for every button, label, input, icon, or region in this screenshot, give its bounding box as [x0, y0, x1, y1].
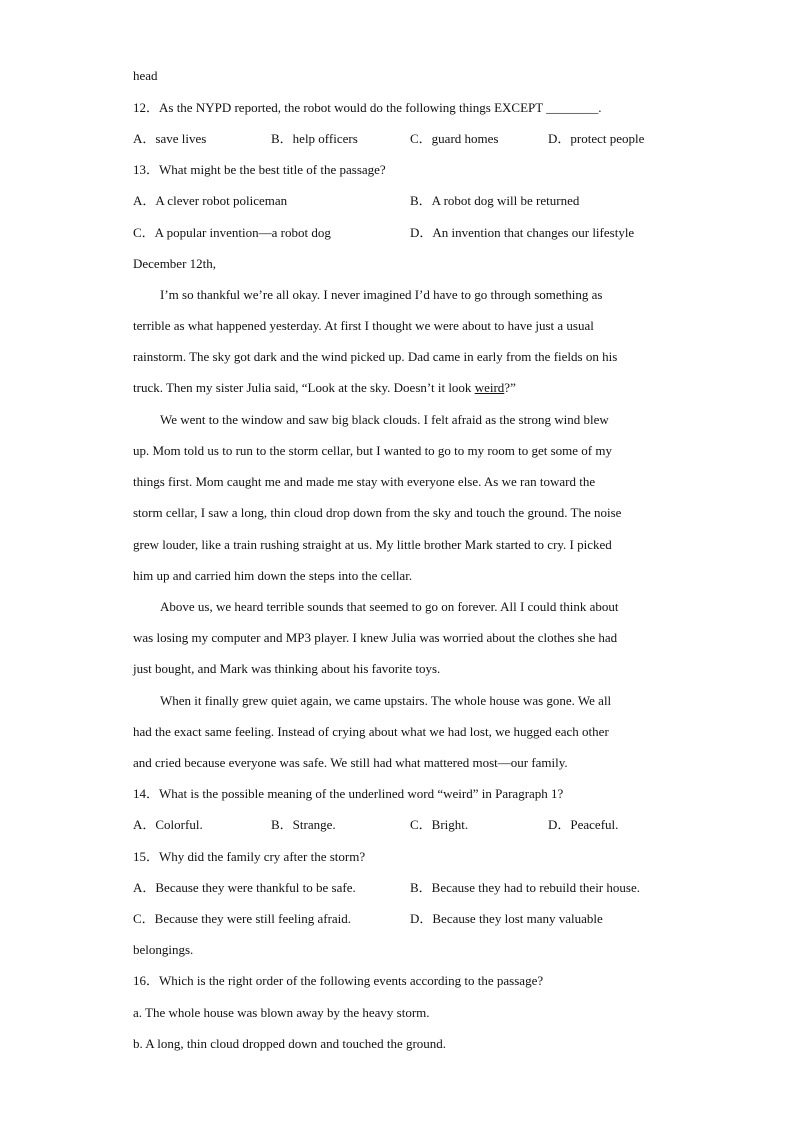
paragraph-1-line [133, 380, 516, 396]
q15-option-b: B．Because they had to rebuild their house. [410, 880, 640, 895]
q14-option-c: C．Bright. [410, 817, 469, 832]
paragraph-3-line: Above us, we heard terrible sounds that seemed to go on forever. All I could think about [160, 599, 619, 614]
paragraph-1-line: I’m so thankful we’re all okay. I never imagined I’d have to go through something as [160, 287, 603, 302]
question-14: 14．What is the possible meaning of the underlined word “weird” in Paragraph 1? [133, 786, 564, 801]
q15-option-a: A．Because they were thankful to be safe. [133, 880, 356, 895]
q12-option-c: C．guard homes [410, 131, 499, 146]
paragraph-4-line: When it finally grew quiet again, we came upstairs. The whole house was gone. We all [160, 693, 612, 708]
question-12: 12．As the NYPD reported, the robot would do the following things EXCEPT ________. [133, 100, 602, 115]
paragraph-4-line: and cried because everyone was safe. We still had what mattered most—our family. [133, 755, 568, 770]
paragraph-2-line: up. Mom told us to run to the storm cellar, but I wanted to go to my room to get some of my [133, 443, 612, 458]
q12-option-d: D．protect people [548, 131, 645, 146]
q12-option-b: B．help officers [271, 131, 358, 146]
q13-option-d: D．An invention that changes our lifestyle [410, 225, 635, 240]
q14-option-b: B．Strange. [271, 817, 336, 832]
q12-option-a: A．save lives [133, 131, 207, 146]
q14-option-d: D．Peaceful. [548, 817, 619, 832]
q14-option-a: A．Colorful. [133, 817, 203, 832]
underlined-word: weird [474, 380, 505, 395]
diary-date: December 12th, [133, 256, 217, 271]
paragraph-4-line: had the exact same feeling. Instead of crying about what we had lost, we hugged each other [133, 724, 609, 739]
q16-event-a: a. The whole house was blown away by the heavy storm. [133, 1005, 430, 1020]
q15-option-d: D．Because they lost many valuable [410, 911, 603, 926]
question-13: 13．What might be the best title of the passage? [133, 162, 386, 177]
paragraph-1-line: terrible as what happened yesterday. At first I thought we were about to have just a usual [133, 318, 594, 333]
continued-text: head [133, 68, 158, 83]
question-15: 15．Why did the family cry after the storm? [133, 849, 366, 864]
paragraph-1-text-end: ?” [504, 380, 516, 395]
paragraph-1-line: rainstorm. The sky got dark and the wind picked up. Dad came in early from the fields on his [133, 349, 618, 364]
q13-option-a: A．A clever robot policeman [133, 193, 288, 208]
q15-option-c: C．Because they were still feeling afraid. [133, 911, 352, 926]
paragraph-2-line: things first. Mom caught me and made me stay with everyone else. As we ran toward the [133, 474, 596, 489]
paragraph-2-line: storm cellar, I saw a long, thin cloud drop down from the sky and touch the ground. The noise [133, 505, 622, 520]
q15-option-d-cont: belongings. [133, 942, 194, 957]
paragraph-2-line: grew louder, like a train rushing straight at us. My little brother Mark started to cry. I picked [133, 537, 612, 552]
paragraph-3-line: just bought, and Mark was thinking about his favorite toys. [133, 661, 441, 676]
q13-option-b: B．A robot dog will be returned [410, 193, 580, 208]
q16-event-b: b. A long, thin cloud dropped down and touched the ground. [133, 1036, 447, 1051]
paragraph-2-line: We went to the window and saw big black clouds. I felt afraid as the strong wind blew [160, 412, 609, 427]
question-16: 16．Which is the right order of the following events according to the passage? [133, 973, 544, 988]
q13-option-c: C．A popular invention—a robot dog [133, 225, 331, 240]
paragraph-2-line: him up and carried him down the steps into the cellar. [133, 568, 413, 583]
paragraph-1-text: truck. Then my sister Julia said, “Look at the sky. Doesn’t it look [133, 380, 475, 395]
paragraph-3-line: was losing my computer and MP3 player. I knew Julia was worried about the clothes she had [133, 630, 618, 645]
